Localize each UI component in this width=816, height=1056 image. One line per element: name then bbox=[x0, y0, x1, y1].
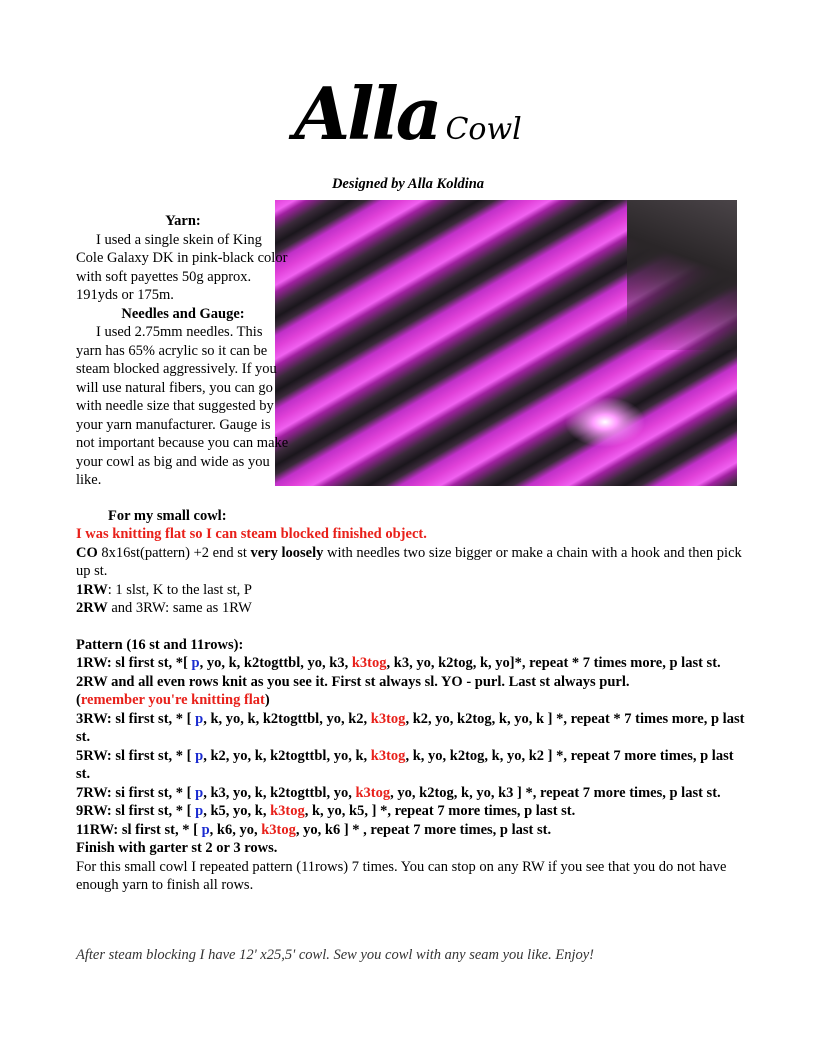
pattern-heading: Pattern (16 st and 11rows): bbox=[76, 636, 244, 653]
pattern-row-2: 2RW and all even rows knit as you see it. First st always sl. YO - purl. Last st always purl. (remember you're knitting flat) bbox=[76, 673, 630, 708]
cowl-photo bbox=[275, 200, 737, 486]
pattern-row-1: 1RW: sl first st, *[ p, yo, k, k2togttbl, yo, k3, k3tog, k3, yo, k2tog, k, yo]*, repeat * 7 times more, p last st. bbox=[76, 655, 721, 671]
co-text-1: 8x16st(pattern) +2 end st bbox=[97, 544, 251, 561]
row2-text: and 3RW: same as 1RW bbox=[107, 600, 252, 616]
designer-credit: Designed by Alla Koldina bbox=[331, 176, 485, 192]
setup-row-2 bbox=[76, 599, 746, 618]
row1-text: : 1 slst, K to the last st, P bbox=[107, 581, 252, 598]
pattern-row-5: 5RW: sl first st, * [ p, k2, yo, k, k2togttbl, yo, k, k3tog, k, yo, k2tog, k, yo, k2 ] *, repeat 7 more times, p last st. bbox=[76, 747, 734, 782]
materials-column bbox=[76, 212, 290, 490]
pattern-body bbox=[76, 508, 746, 895]
title-sub: Cowl bbox=[445, 112, 522, 147]
cast-on-instruction bbox=[76, 544, 746, 581]
pattern-row-7: 7RW: si first st, * [ p, k3, yo, k, k2togttbl, yo, k3tog, yo, k2tog, k, yo, k3 ] *, repeat 7 more times, p last st. bbox=[76, 784, 721, 801]
small-cowl-heading: For my small cowl: bbox=[108, 508, 227, 524]
co-label: CO bbox=[76, 544, 98, 561]
pattern-row-11: 11RW: sl first st, * [ p, k6, yo, k3tog, yo, k6 ] * , repeat 7 more times, p last st. bbox=[76, 821, 552, 838]
setup-row-1 bbox=[76, 581, 746, 600]
needles-heading: Needles and Gauge: bbox=[121, 305, 245, 322]
repeat-note: For this small cowl I repeated pattern (11rows) 7 times. You can stop on any RW if you see that you do not have enough yarn to finish all rows. bbox=[76, 858, 727, 893]
knitting-flat-note: I was knitting flat so I can steam blocked finished object. bbox=[76, 526, 427, 542]
finish-instruction: Finish with garter st 2 or 3 rows. bbox=[76, 840, 278, 856]
co-bold: very loosely bbox=[250, 544, 324, 561]
pattern-row-3: 3RW: sl first st, * [ p, k, yo, k, k2togttbl, yo, k2, k3tog, k2, yo, k2tog, k, yo, k ] *, repeat * 7 times more, p last st. bbox=[76, 710, 745, 745]
needles-text: I used 2.75mm needles. This yarn has 65% acrylic so it can be steam blocked aggressively. If you will use natural fibers, you can go with needle size that suggested by your yarn manufacturer. Gauge is not important because you can make your cowl as big and wide as you like. bbox=[76, 324, 289, 488]
pattern-row-9: 9RW: sl first st, * [ p, k5, yo, k, k3tog, k, yo, k5, ] *, repeat 7 more times, p last st. bbox=[76, 803, 576, 819]
pattern-title bbox=[0, 71, 816, 156]
row1-label: 1RW bbox=[76, 581, 108, 598]
yarn-text: I used a single skein of King Cole Galaxy DK in pink-black color with soft payettes 50g approx. 191yds or 175m. bbox=[76, 231, 288, 303]
photo-background-chair bbox=[627, 200, 737, 350]
yarn-heading: Yarn: bbox=[165, 213, 201, 229]
row2-label: 2RW bbox=[76, 600, 108, 616]
co-text-2: with needles two size bigger or make a chain with a hook and then pick up st. bbox=[76, 544, 742, 579]
title-main: Alla bbox=[294, 71, 440, 156]
footer-note: After steam blocking I have 12' x25,5' cowl. Sew you cowl with any seam you like. Enjoy! bbox=[76, 947, 595, 963]
